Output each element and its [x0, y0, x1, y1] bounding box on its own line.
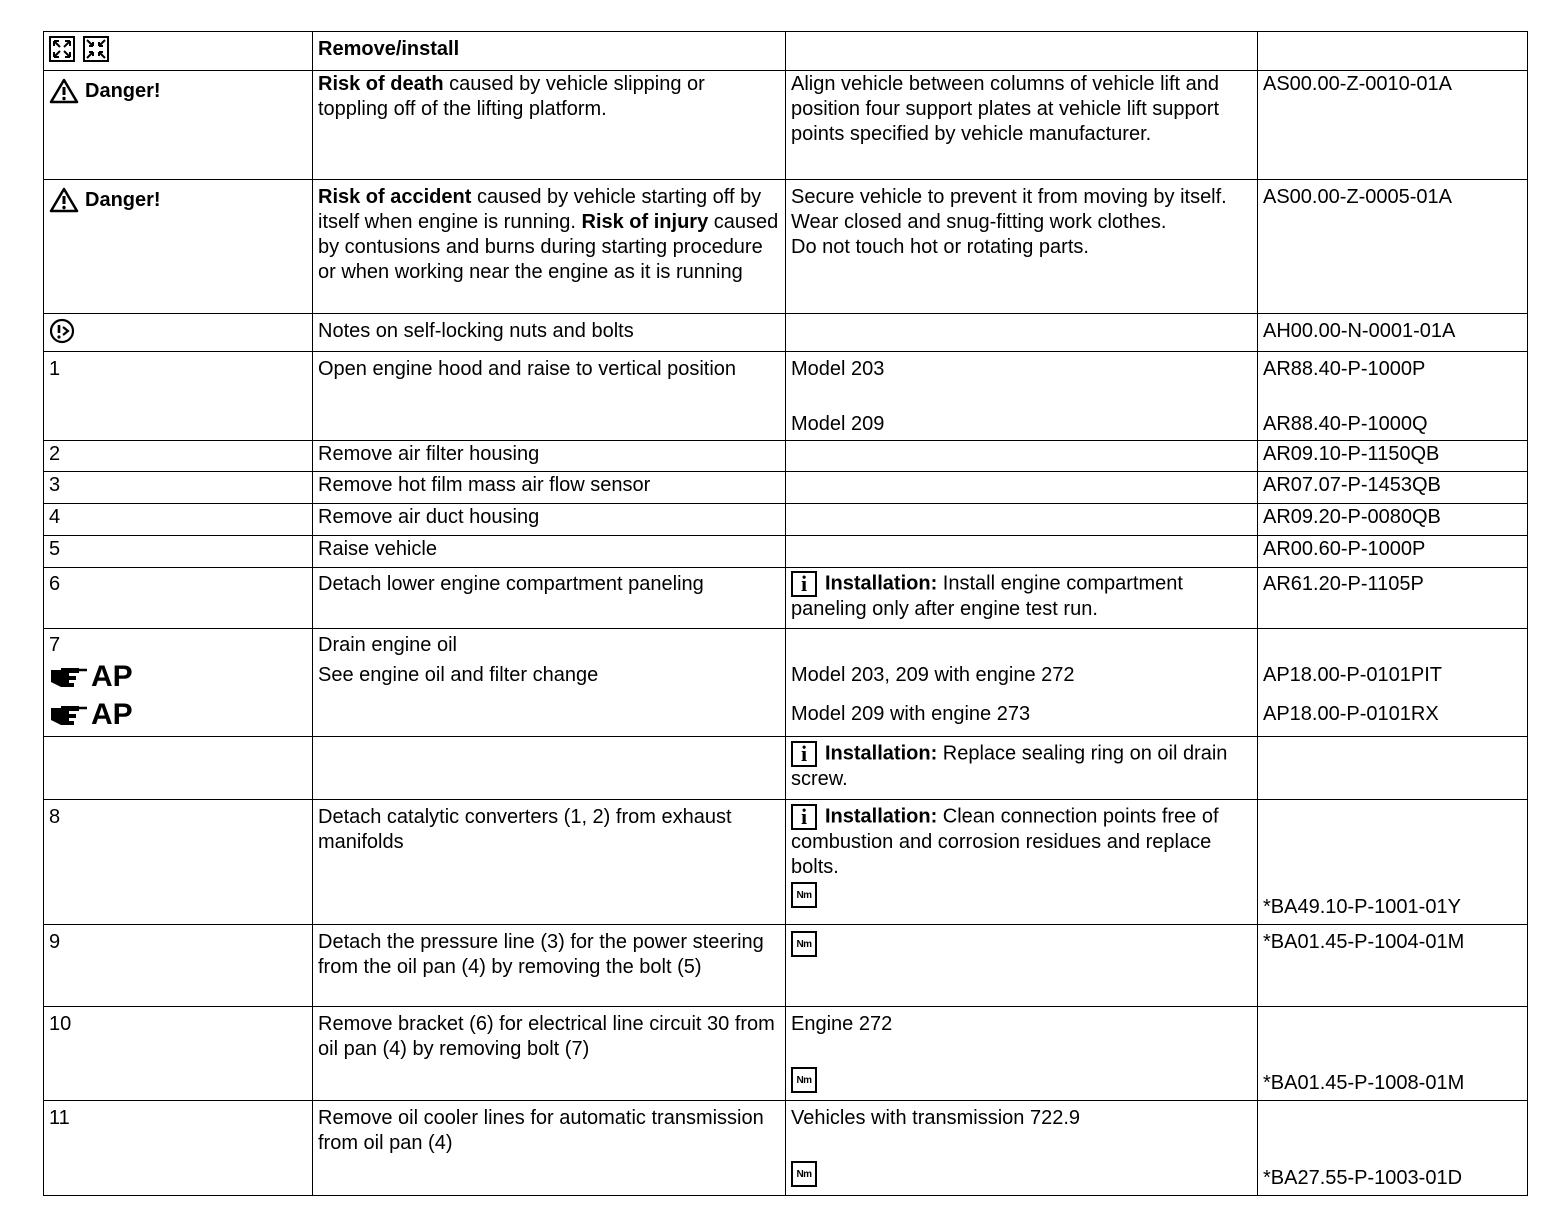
step-number: 6: [44, 568, 313, 629]
danger-1-text: caused by vehicle slipping or toppling off of the lifting platform.: [318, 73, 705, 120]
step-row-8: [44, 800, 1528, 925]
reference-code: AR09.10-P-1150QB: [1258, 441, 1528, 472]
danger-2-bold-1: Risk of accident: [318, 186, 472, 208]
torque-icon: Nm: [791, 931, 817, 957]
notes-icon-cell: [44, 314, 313, 352]
step-number: 8: [44, 800, 313, 925]
collapse-icon: [83, 36, 109, 62]
installation-label: Installation:: [825, 805, 938, 828]
header-col4: [1258, 32, 1528, 71]
danger-2-measure-1: Secure vehicle to prevent it from moving by itself.: [791, 186, 1227, 208]
reference-code: [1258, 1101, 1528, 1196]
info-icon: i: [791, 804, 817, 830]
step-empty: [786, 504, 1258, 536]
info-icon: i: [791, 571, 817, 597]
note-circle-icon: [49, 318, 75, 344]
see-reference-text: See engine oil and filter change: [318, 664, 599, 686]
danger-1-bold: Risk of death: [318, 73, 444, 95]
installation-note: [786, 568, 1258, 629]
step-row-9: [44, 925, 1528, 1007]
reference-code: AR07.07-P-1453QB: [1258, 472, 1528, 504]
reference-code: AR00.60-P-1000P: [1258, 536, 1528, 568]
header-icons-cell: [44, 32, 313, 71]
step-row-7: [44, 629, 1528, 737]
expand-icon: [49, 36, 75, 62]
step-1-refs: [1258, 352, 1528, 441]
danger-1-ref: AS00.00-Z-0010-01A: [1258, 71, 1528, 180]
step-text: Remove hot film mass air flow sensor: [313, 472, 786, 504]
danger-row-1: [44, 71, 1528, 180]
reference-code: AR88.40-P-1000Q: [1263, 413, 1428, 435]
step-7-refs: [1258, 629, 1528, 737]
danger-row-2: [44, 180, 1528, 314]
step-row-1: [44, 352, 1528, 441]
step-text: Raise vehicle: [313, 536, 786, 568]
procedure-table: [43, 31, 1528, 1196]
notes-ref: AH00.00-N-0001-01A: [1258, 314, 1528, 352]
step-empty: [786, 472, 1258, 504]
reference-code-text: *BA27.55-P-1003-01D: [1263, 1167, 1463, 1189]
step-number: 11: [44, 1101, 313, 1196]
installation-note: [786, 800, 1258, 925]
torque-cell: [786, 925, 1258, 1007]
step-number: 9: [44, 925, 313, 1007]
model-label: Model 209 with engine 273: [791, 703, 1031, 725]
reference-code: AR88.40-P-1000P: [1263, 358, 1426, 380]
reference-code: AP18.00-P-0101RX: [1263, 703, 1439, 725]
danger-label: Danger!: [85, 188, 161, 211]
torque-icon: Nm: [791, 1161, 817, 1187]
ap-label: AP: [91, 660, 133, 693]
danger-1-description: [313, 71, 786, 180]
ap-reference-marker: [49, 696, 307, 734]
condition-cell: [786, 1101, 1258, 1196]
notes-empty: [786, 314, 1258, 352]
notes-text: Notes on self-locking nuts and bolts: [313, 314, 786, 352]
installation-note: [786, 737, 1258, 800]
reference-code: AR09.20-P-0080QB: [1258, 504, 1528, 536]
model-label: Model 203, 209 with engine 272: [791, 664, 1075, 686]
empty-cell: [44, 737, 313, 800]
condition-label: Vehicles with transmission 722.9: [791, 1107, 1081, 1129]
step-number: 5: [44, 536, 313, 568]
step-row-2: [44, 441, 1528, 472]
step-7-models: [786, 629, 1258, 737]
installation-text: Install engine compartment paneling only after engine test run.: [791, 572, 1183, 620]
step-number: 3: [44, 472, 313, 504]
pointing-hand-icon: [49, 702, 89, 728]
empty-cell: [1258, 737, 1528, 800]
model-label: Model 203: [791, 358, 885, 380]
step-number: 2: [44, 441, 313, 472]
installation-text: Replace sealing ring on oil drain screw.: [791, 742, 1228, 790]
notes-row: [44, 314, 1528, 352]
danger-2-measure-2: Wear closed and snug-fitting work clothes.: [791, 211, 1167, 233]
torque-icon: Nm: [791, 882, 817, 908]
danger-2-description: [313, 180, 786, 314]
step-7-number-cell: [44, 629, 313, 737]
danger-label-cell: [44, 180, 313, 314]
danger-2-ref: AS00.00-Z-0005-01A: [1258, 180, 1528, 314]
step-empty: [786, 536, 1258, 568]
danger-1-measure: Align vehicle between columns of vehicle lift and position four support plates at vehicle lift support points specified by vehicle manufacturer.: [786, 71, 1258, 180]
installation-text: Clean connection points free of combustion and corrosion residues and replace bolts.: [791, 805, 1219, 878]
step-row-4: [44, 504, 1528, 536]
model-label: Model 209: [791, 413, 885, 435]
ap-label: AP: [91, 698, 133, 731]
step-number: 7: [49, 634, 61, 656]
step-1-models: [786, 352, 1258, 441]
empty-cell: [313, 737, 786, 800]
reference-code: [1258, 1007, 1528, 1101]
step-row-6: [44, 568, 1528, 629]
reference-code: AR61.20-P-1105P: [1258, 568, 1528, 629]
danger-2-measure-3: Do not touch hot or rotating parts.: [791, 236, 1089, 258]
danger-2-measure: [786, 180, 1258, 314]
step-row-5: [44, 536, 1528, 568]
reference-code: *BA01.45-P-1004-01M: [1258, 925, 1528, 1007]
info-icon: i: [791, 741, 817, 767]
reference-code-text: *BA49.10-P-1001-01Y: [1263, 896, 1461, 918]
header-row: [44, 32, 1528, 71]
header-title: Remove/install: [313, 32, 786, 71]
reference-code: [1258, 800, 1528, 925]
step-text: Detach lower engine compartment paneling: [313, 568, 786, 629]
ap-reference-marker: [49, 658, 307, 696]
danger-2-text-1: caused by vehicle starting off by itself when engine is running.: [318, 186, 762, 233]
condition-cell: [786, 1007, 1258, 1101]
torque-icon: Nm: [791, 1067, 817, 1093]
warning-triangle-icon: [49, 187, 79, 213]
step-row-10: [44, 1007, 1528, 1101]
step-text: Remove air duct housing: [313, 504, 786, 536]
danger-2-bold-2: Risk of injury: [581, 211, 709, 233]
step-number: 10: [44, 1007, 313, 1101]
step-number: 4: [44, 504, 313, 536]
reference-code: AP18.00-P-0101PIT: [1263, 664, 1442, 686]
step-7-text-cell: [313, 629, 786, 737]
step-empty: [786, 441, 1258, 472]
installation-label: Installation:: [825, 572, 938, 595]
warning-triangle-icon: [49, 78, 79, 104]
reference-code-text: *BA01.45-P-1008-01M: [1263, 1072, 1465, 1094]
step-text: Detach the pressure line (3) for the power steering from the oil pan (4) by removing the bolt (5): [313, 925, 786, 1007]
step-row-3: [44, 472, 1528, 504]
danger-label: Danger!: [85, 79, 161, 102]
pointing-hand-icon: [49, 664, 89, 690]
header-col3: [786, 32, 1258, 71]
step-text: Drain engine oil: [318, 634, 457, 656]
condition-label: Engine 272: [791, 1013, 893, 1035]
step-text: Remove oil cooler lines for automatic transmission from oil pan (4): [313, 1101, 786, 1196]
step-text: Remove bracket (6) for electrical line circuit 30 from oil pan (4) by removing bolt (7): [313, 1007, 786, 1101]
step-text: Remove air filter housing: [313, 441, 786, 472]
step-text: Detach catalytic converters (1, 2) from exhaust manifolds: [313, 800, 786, 925]
step-text: Open engine hood and raise to vertical position: [313, 352, 786, 441]
step-row-11: [44, 1101, 1528, 1196]
danger-2-text-2: caused by contusions and burns during starting procedure or when working near the engine as it is running: [318, 211, 779, 283]
step-number: 1: [44, 352, 313, 441]
installation-label: Installation:: [825, 742, 938, 765]
danger-label-cell: [44, 71, 313, 180]
step-row-7-installation: [44, 737, 1528, 800]
